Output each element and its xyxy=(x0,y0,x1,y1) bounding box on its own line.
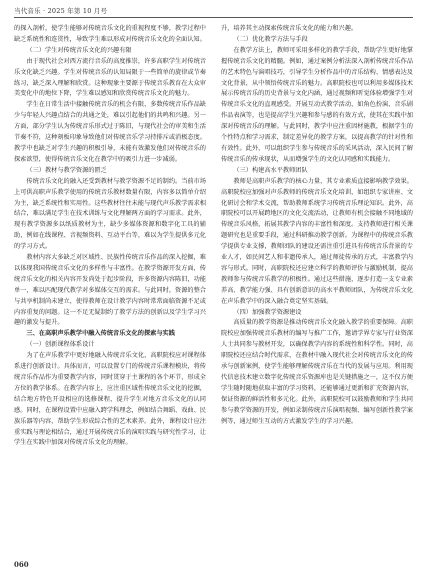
body-paragraph: 在教学方法上，教师可采用多样化的教学手段，帮助学生更好地掌握传统音乐文化的精髓。例如，通过案例分析法深入剖析传统音乐作品的艺术特色与演唱技巧，引导学生分析作品中的音乐结构、情感表达及文化背景，从中领悟传统音乐的魅力。高职院校也可以利用多媒体技术展示传统音乐的历史背景与文化内涵，通过视频和听觉体验增强学生对传统音乐文化的直观感受。开展互动式教学活动，如角色扮演、音乐剧作品表演等，也是提高学生兴趣和参与感的有效方式，使其在实践中加深对传统音乐的理解。与此同时，教学中应注重因材施教，根据学生的个性特点和学习需求，制定差异化的教学方案，以提高教学的针对性和有效性。此外，可以组织学生参与传统音乐的采风活动，深入民间了解传统音乐的传承现状，从而增强学生的文化认同感和实践能力。 xyxy=(221,46,413,163)
right-column xyxy=(221,24,413,428)
body-paragraph: 传统音乐文化的融入还受到教材与教学资源不足的制约。当前市场上可供高职声乐教学使用的传统音乐教材数量有限，内容多以简单介绍为主，缺乏系统性和实用性。这些教材往往未能与现代声乐教学需求相结合，难以满足学生在技术训练与文化理解两方面的学习需求。此外，现有教学资源多以纸质教材为主，缺少多媒体资源和数字化工具的辅助，例如在线课程、音视频资料、互动平台等，难以为学生提供多元化的学习方式。 xyxy=(14,177,206,251)
journal-header: 当代音乐 · 2025 年第 10 月号 xyxy=(14,7,108,15)
body-paragraph: 学生在日常生活中接触传统音乐的机会有限，多数传统音乐作品缺少与年轻人兴趣点结合的共通之处，难以引起他们的共鸣和兴趣。另一方面，部分学生认为传统音乐形式过于陈旧，与现代社会的审美和生活节奏不符，这种刻板印象导致他们对传统音乐学习持排斥或消极态度。教学中也缺乏对学生兴趣的积极引导，未能有效激发他们对传统音乐的探索欲望，使得传统音乐文化在教学中的吸引力进一步减弱。 xyxy=(14,101,206,163)
page-number: 060 xyxy=(14,560,29,569)
body-paragraph: 教材内容大多缺乏对区域性、民族性传统音乐作品的深入挖掘，难以体现我国传统音乐文化的多样性与丰富性。在教学资源开发方面，传统音乐文化的相关内容开发尚处于起步阶段，许多资源内容陈旧，功能单一，难以匹配现代教学对多媒体交互的需求。与此同时，资源的整合与共享机制尚未建立，使得教师在设计教学内容时常常面临资源不足或内容重复的问题。这一不足无疑制约了教学方法的创新以及学生学习兴趣的激发与提升。 xyxy=(14,254,206,327)
subsection-heading: （三）教材与教学资源的匮乏 xyxy=(26,166,107,174)
left-column xyxy=(14,24,206,449)
body-paragraph: 升，培养其主动探索传统音乐文化的能力和兴趣。 xyxy=(221,25,358,32)
body-paragraph: 的探入剖析，使学生能够对传统音乐文化的重视程度不够，教学过程中缺乏系统性和连贯性，导致学生难以形成对传统音乐文化的全面认知。 xyxy=(14,25,206,43)
body-paragraph: 高质量的教学资源是推动传统音乐文化融入教学的重要保障。高职院校应加强传统音乐教材的编写与推广工作，邀请学界专家与行业资深人士共同参与教材开发，以确保教学内容的系统性和科学性。同时，高职院校还应结合时代需求，在教材中融入现代社会对传统音乐文化的传承与创新案例，使学生能够理解传统音乐在当代的发展与应用。利用现代信息技术建立数字化传统音乐资源库也是关键措施之一，这不仅方便学生随时随地获取丰富的学习资料，还能够通过更新和扩充资源内容，保证资源的鲜活性和多元化。此外，高职院校可以鼓励教师和学生共同参与教学资源的开发，例如录制传统音乐演唱视频、编写创新性教学案例等，通过师生互动的方式激发学生的学习兴趣。 xyxy=(221,319,413,425)
subsection-heading: （四）加强教学资源建设 xyxy=(233,308,302,316)
body-paragraph: 由于现代社会对西方流行音乐的高度推崇，许多高职学生对传统音乐文化缺乏兴趣。学生对传统音乐的认知局限于一些简单的旋律或节奏练习，缺乏深入理解和欣赏。这种现象主要源于传统音乐教育在大众审美变化中的地位下降，学生难以感知和欣赏传统音乐文化的魅力。 xyxy=(14,57,206,98)
subsection-heading: （三）构建高水平教师团队 xyxy=(233,166,308,174)
subsection-heading: （一）创新课程体系设计 xyxy=(26,341,95,349)
header-rule xyxy=(14,17,413,18)
body-paragraph: 为了在声乐教学中更好地融入传统音乐文化，高职院校应对课程体系进行创新设计。具体而言，可以设置专门的传统音乐课程模块，将传统音乐作品作为重要教学内容，同时贯穿于主课程的各个环节，形成全方位的教学体系。在教学内容上，应注重区域性传统音乐文化的挖掘，结合地方特色开设相应的选修课程，提升学生对地方音乐文化的认同感。同时，在课程设置中应融入跨学科理念，例如结合舞蹈、戏曲、民族乐器等内容，帮助学生形成综合性的艺术素养。此外，课程设计应注重实践与理论相结合，通过开展传统音乐的演唱实践与研究性学习，让学生在实践中加深对传统音乐文化的理解。 xyxy=(14,352,206,447)
section-heading: 三、在高职声乐教学中融入传统音乐文化的探索与实践 xyxy=(26,330,175,338)
body-paragraph: 教师是高职声乐教学的核心力量，其专业素质直接影响教学效果。高职院校应加强对声乐教师的传统音乐文化培训，如组织专家讲座、文化研讨会和学术交流，帮助教师系统学习传统音乐理论知识。此外，高职院校可以开展跨地区的文化交流活动，让教师有机会接触不同地域的传统音乐风格，拓展其教学内容的丰富性和深度。支持教师进行相关课题研究也是重要手段，通过科研推动教学创新。为课程中的传统音乐教学提供专业支撑，教师团队的建设还需注重引进具有传统音乐背景的专业人才，如民间艺人和非遗传承人，通过师徒传承的方式，丰富教学内容与形式。同时，高职院校还应建立科学的教师评价与激励机制，提高教师参与传统音乐教学的积极性。通过这些措施，逐步打造一支专业素养高、教学能力强、具有创新意识的高水平教师团队，为传统音乐文化在声乐教学中的深入融合奠定坚实基础。 xyxy=(221,177,413,305)
subsection-heading: （二）学生对传统音乐文化的兴趣有限 xyxy=(26,46,132,54)
subsection-heading: （二）优化教学方法与手段 xyxy=(233,35,308,43)
